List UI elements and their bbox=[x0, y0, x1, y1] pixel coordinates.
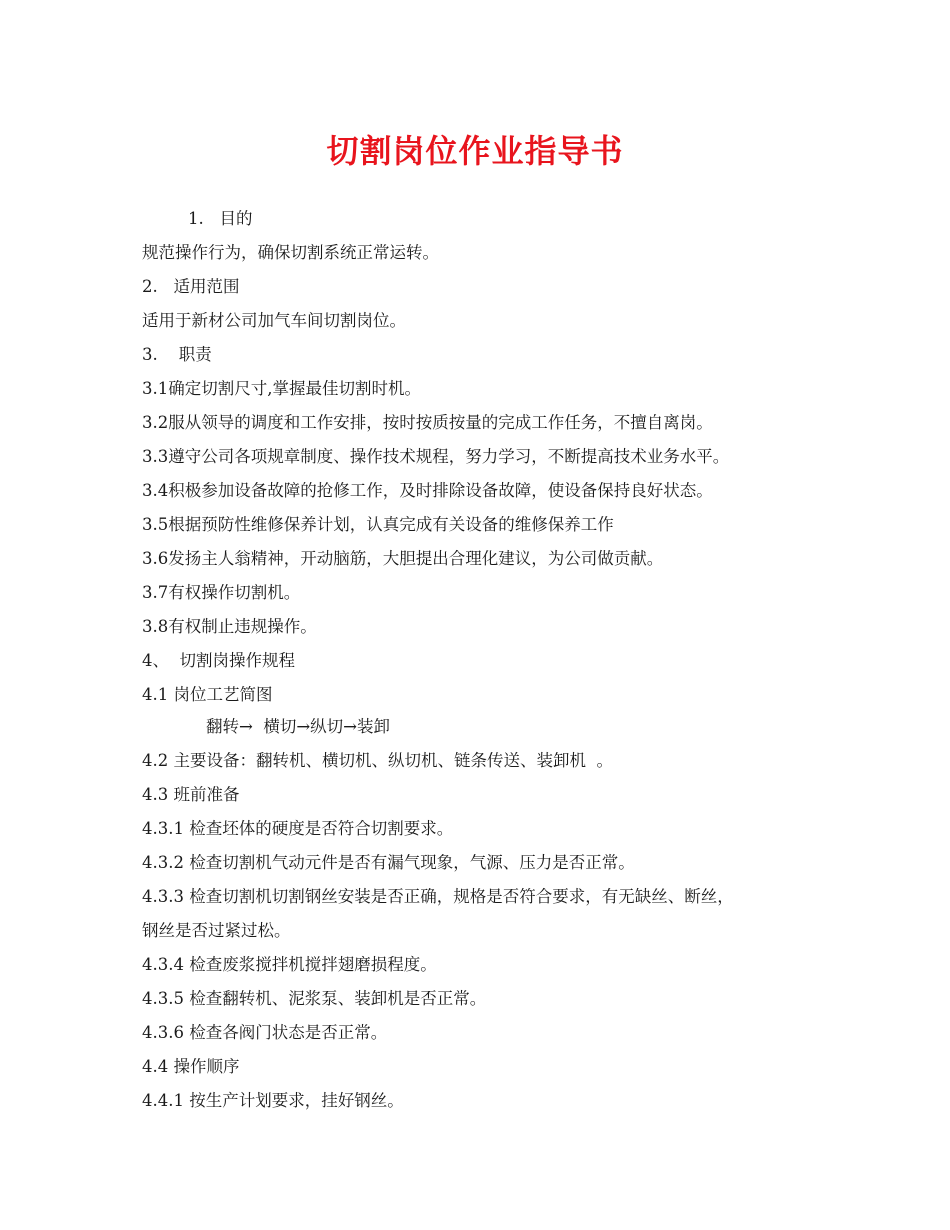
list-item: 4.3.5 检查翻转机、泥浆泵、装卸机是否正常。 bbox=[142, 989, 487, 1008]
section-heading-purpose: 1. 目的 bbox=[188, 209, 253, 228]
list-item: 4.3.6 检查各阀门状态是否正常。 bbox=[142, 1023, 388, 1042]
list-item: 4.3.4 检查废浆搅拌机搅拌翅磨损程度。 bbox=[142, 955, 437, 974]
list-item: 4.3.3 检查切割机切割钢丝安装是否正确，规格是否符合要求，有无缺丝、断丝， bbox=[142, 887, 734, 906]
process-flow: 翻转→ 横切→纵切→装卸 bbox=[206, 717, 390, 736]
list-item: 4.1 岗位工艺简图 bbox=[142, 685, 273, 704]
list-item: 4.3 班前准备 bbox=[142, 785, 240, 804]
list-item: 3.3遵守公司各项规章制度、操作技术规程，努力学习，不断提高技术业务水平。 bbox=[142, 447, 730, 466]
list-item: 3.2服从领导的调度和工作安排，按时按质按量的完成工作任务，不擅自离岗。 bbox=[142, 413, 713, 432]
section-heading-duties: 3. 职责 bbox=[142, 345, 212, 364]
list-item: 3.5根据预防性维修保养计划，认真完成有关设备的维修保养工作 bbox=[142, 515, 614, 534]
list-item: 3.1确定切割尺寸,掌握最佳切割时机。 bbox=[142, 379, 421, 398]
list-item: 4.4 操作顺序 bbox=[142, 1057, 240, 1076]
paragraph-line: 适用于新材公司加气车间切割岗位。 bbox=[142, 311, 406, 330]
paragraph-line: 规范操作行为，确保切割系统正常运转。 bbox=[142, 243, 439, 262]
paragraph-line: 钢丝是否过紧过松。 bbox=[142, 921, 291, 940]
section-heading-procedure: 4、 切割岗操作规程 bbox=[142, 651, 295, 670]
list-item: 4.4.1 按生产计划要求，挂好钢丝。 bbox=[142, 1091, 404, 1110]
document-title: 切割岗位作业指导书 bbox=[326, 132, 624, 170]
section-heading-scope: 2. 适用范围 bbox=[142, 277, 240, 296]
list-item: 3.6发扬主人翁精神，开动脑筋，大胆提出合理化建议，为公司做贡献。 bbox=[142, 549, 664, 568]
list-item: 4.3.1 检查坯体的硬度是否符合切割要求。 bbox=[142, 819, 454, 838]
list-item: 4.2 主要设备：翻转机、横切机、纵切机、链条传送、装卸机 。 bbox=[142, 751, 613, 770]
list-item: 3.7有权操作切割机。 bbox=[142, 583, 301, 602]
list-item: 3.8有权制止违规操作。 bbox=[142, 617, 317, 636]
list-item: 3.4积极参加设备故障的抢修工作，及时排除设备故障，使设备保持良好状态。 bbox=[142, 481, 713, 500]
list-item: 4.3.2 检查切割机气动元件是否有漏气现象，气源、压力是否正常。 bbox=[142, 853, 635, 872]
